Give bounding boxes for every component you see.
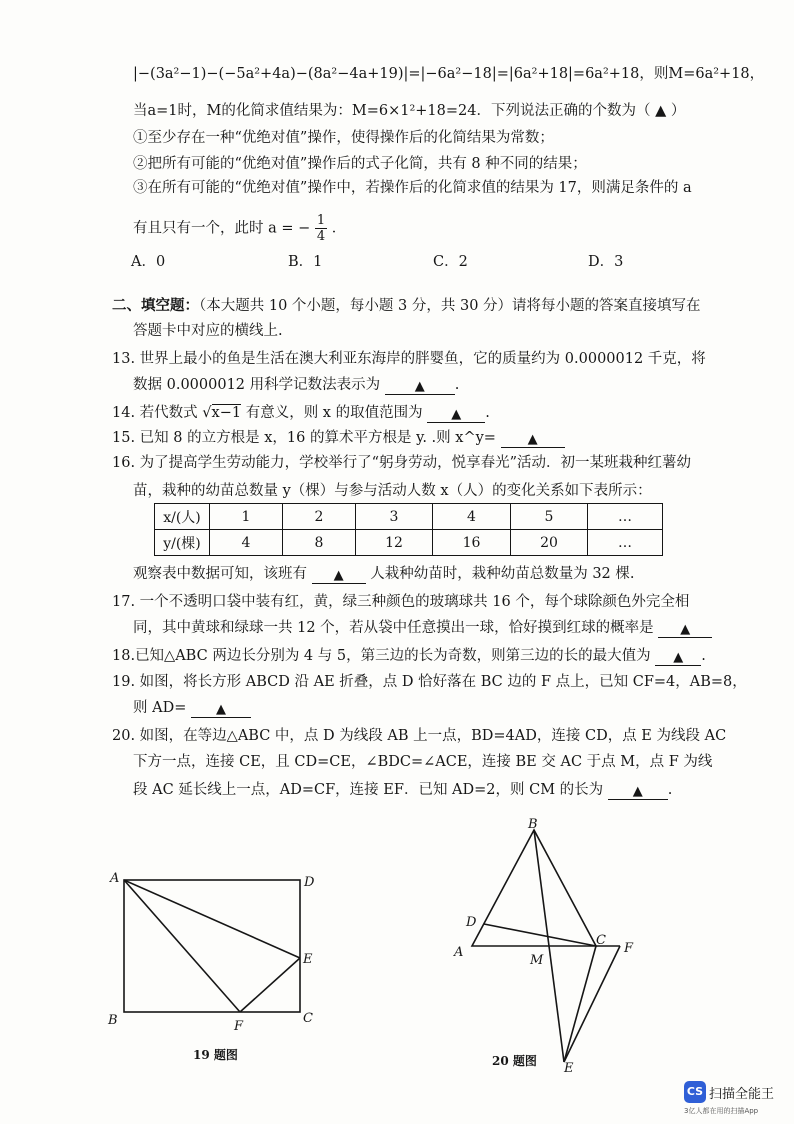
q16-answer-blank[interactable] <box>312 565 366 584</box>
table-cell: 20 <box>511 530 588 556</box>
table-cell: y/(棵) <box>155 530 210 556</box>
blank-triangle: ▲ <box>527 432 538 447</box>
q13-line-1 <box>112 349 706 369</box>
section-2-text-2: 答题卡中对应的横线上. <box>133 323 283 339</box>
q14-end: . <box>485 405 490 421</box>
q13-text-2: 数据 0.0000012 用科学记数法表示为 <box>133 377 381 393</box>
q20-text-1: 如图，在等边△ABC 中，点 D 为线段 AB 上一点，BD=4AD，连接 CD，点 E 为线段 AC <box>139 728 727 744</box>
option-b: B．1 <box>288 254 323 270</box>
q13-number: 13. <box>112 351 136 367</box>
fraction <box>315 213 327 244</box>
sqrt-radicand: x−1 <box>211 405 242 421</box>
q17-line-1 <box>112 592 689 612</box>
q20-end: . <box>667 782 673 798</box>
q20-line-1 <box>112 726 726 746</box>
table-cell: 16 <box>433 530 511 556</box>
q18-answer-blank[interactable] <box>655 647 701 666</box>
q16-text-3-post: 人栽种幼苗时，栽种幼苗总数量为 32 棵. <box>370 566 635 582</box>
scanner-tagline: 3亿人都在用的扫描App <box>684 1107 759 1115</box>
label-e: E <box>564 1061 574 1072</box>
q15-number: 15. <box>112 430 136 446</box>
figure-19-caption: 19 题图 <box>193 1048 238 1062</box>
blank-triangle: ▲ <box>215 702 226 717</box>
q15-text: 已知 8 的立方根是 x，16 的算术平方根是 y. .则 x^y= <box>139 430 496 446</box>
scanner-watermark <box>684 1081 774 1103</box>
figure-20 <box>448 818 648 1072</box>
label-m: M <box>530 953 544 968</box>
q14-text-pre: 若代数式 <box>139 405 198 421</box>
section-2-title: 二、填空题： <box>112 297 199 314</box>
option-a: A．0 <box>131 254 166 270</box>
option-c: C．2 <box>433 254 468 270</box>
q14-answer-blank[interactable] <box>427 404 485 423</box>
option-d: D．3 <box>588 254 624 270</box>
blank-triangle: ▲ <box>680 622 691 637</box>
segment-af <box>124 880 240 1012</box>
q17-text-1: 一个不透明口袋中装有红，黄，绿三种颜色的玻璃球共 16 个，每个球除颜色外完全相 <box>139 594 690 610</box>
q13-line-2 <box>133 375 459 395</box>
table-cell: 1 <box>210 504 283 530</box>
blank-triangle: ▲ <box>632 784 643 799</box>
q18-end: . <box>701 648 706 664</box>
intro-line-1: |−(3a²−1)−(−5a²+4a)−(8a²−4a+19)|=|−6a²−18|=|6a²+18|=6a²+18，则M=6a²+18， <box>133 66 765 82</box>
blank-triangle: ▲ <box>673 650 684 665</box>
q17-line-2 <box>133 618 712 638</box>
triangle-abc <box>472 830 596 946</box>
q14-line <box>112 403 490 423</box>
q16-text-2: 苗，栽种的幼苗总数量 y（棵）与参与活动人数 x（人）的变化关系如下表所示： <box>133 483 652 499</box>
statement-3: ③在所有可能的“优绝对值”操作中，若操作后的化简求值的结果为 17，则满足条件的 a <box>133 180 692 196</box>
q17-answer-blank[interactable] <box>658 619 712 638</box>
label-b: B <box>528 818 538 832</box>
statement-1: ①至少存在一种“优绝对值”操作，使得操作后的化简结果为常数； <box>133 130 554 146</box>
label-a: A <box>454 945 464 960</box>
statement-2: ②把所有可能的“优绝对值”操作后的式子化简，共有 8 种不同的结果； <box>133 156 587 172</box>
q20-text-3: 段 AC 延长线上一点，AD=CF，连接 EF．已知 AD=2，则 CM 的长为 <box>133 782 604 798</box>
q16-line-3 <box>133 564 635 584</box>
q17-number: 17. <box>112 594 136 610</box>
table-cell: 12 <box>356 530 433 556</box>
intro-line-2: 当a=1时，M的化简求值结果为：M=6×1²+18=24．下列说法正确的个数为（ ▲ ） <box>133 103 686 119</box>
label-b: B <box>108 1013 118 1028</box>
blank-triangle: ▲ <box>414 379 425 394</box>
q13-text-1: 世界上最小的鱼是生活在澳大利亚东海岸的胖婴鱼，它的质量约为 0.0000012 千克，将 <box>139 351 706 367</box>
q19-text-1: 如图，将长方形 ABCD 沿 AE 折叠，点 D 恰好落在 BC 边的 F 点上，已知 CF=4，AB=8， <box>139 674 747 690</box>
figure-20-caption: 20 题图 <box>492 1054 537 1068</box>
table-cell: x/(人) <box>155 504 210 530</box>
table-cell: … <box>588 530 663 556</box>
table-cell: 5 <box>511 504 588 530</box>
statement-3-cont <box>133 213 346 244</box>
fraction-numerator: 1 <box>316 213 326 228</box>
fraction-denominator: 4 <box>316 229 326 244</box>
label-d: D <box>466 915 477 930</box>
label-c: C <box>596 933 606 948</box>
q20-text-2: 下方一点，连接 CE，且 CD=CE，∠BDC=∠ACE，连接 BE 交 AC 于点 M，点 F 为线 <box>133 754 713 770</box>
segment-cd <box>484 924 596 946</box>
q13-end: . <box>454 377 460 393</box>
blank-triangle: ▲ <box>451 407 462 422</box>
table-cell: 3 <box>356 504 433 530</box>
q16-table <box>154 503 663 556</box>
table-cell: … <box>588 504 663 530</box>
q16-line-1 <box>112 453 691 473</box>
sqrt-sign: √ <box>202 405 212 421</box>
section-2-header <box>112 296 701 316</box>
q19-line-2 <box>133 698 251 718</box>
table-cell: 4 <box>433 504 511 530</box>
q19-number: 19. <box>112 674 136 690</box>
q18-line <box>112 646 706 666</box>
figure-19 <box>100 862 330 1042</box>
q20-answer-blank[interactable] <box>608 781 668 800</box>
table-cell: 2 <box>283 504 356 530</box>
label-a: A <box>110 871 120 886</box>
q14-number: 14. <box>112 405 136 421</box>
q15-line <box>112 428 565 448</box>
q17-text-2: 同，其中黄球和绿球一共 12 个，若从袋中任意摸出一球，恰好摸到红球的概率是 <box>133 620 654 636</box>
statement-3-suffix: ． <box>331 220 347 237</box>
q20-line-3 <box>133 780 672 800</box>
q15-answer-blank[interactable] <box>501 429 565 448</box>
q16-text-1: 为了提高学生劳动能力，学校举行了“躬身劳动，悦享春光”活动．初一某班栽种红薯幼 <box>139 455 691 471</box>
label-f: F <box>234 1019 244 1034</box>
table-cell: 4 <box>210 530 283 556</box>
q19-text-2: 则 AD= <box>133 700 187 716</box>
label-e: E <box>303 952 313 967</box>
q18-text: 已知△ABC 两边长分别为 4 与 5，第三边的长为奇数，则第三边的长的最大值为 <box>135 648 651 664</box>
section-2-text-1: （本大题共 10 个小题，每小题 3 分，共 30 分）请将每小题的答案直接填写在 <box>199 298 701 314</box>
q14-text-post: 有意义，则 x 的取值范围为 <box>245 405 423 421</box>
segment-fe <box>240 958 300 1012</box>
table-row-x <box>155 504 663 530</box>
label-f: F <box>624 941 634 956</box>
table-cell: 8 <box>283 530 356 556</box>
q16-number: 16. <box>112 455 136 471</box>
scanner-app-name: 扫描全能王 <box>709 1086 775 1102</box>
statement-3-prefix: 有且只有一个，此时 a = − <box>133 220 311 237</box>
q19-line-1 <box>112 672 747 692</box>
q18-number: 18. <box>112 648 136 664</box>
label-d: D <box>304 875 315 890</box>
table-row-y <box>155 530 663 556</box>
label-c: C <box>303 1011 313 1026</box>
blank-triangle: ▲ <box>333 568 344 583</box>
scanner-logo-icon: CS <box>684 1081 706 1103</box>
q20-number: 20. <box>112 728 136 744</box>
q13-answer-blank[interactable] <box>385 376 455 395</box>
q16-text-3-pre: 观察表中数据可知，该班有 <box>133 566 307 582</box>
fold-line-ae <box>124 880 300 958</box>
q19-answer-blank[interactable] <box>191 699 251 718</box>
